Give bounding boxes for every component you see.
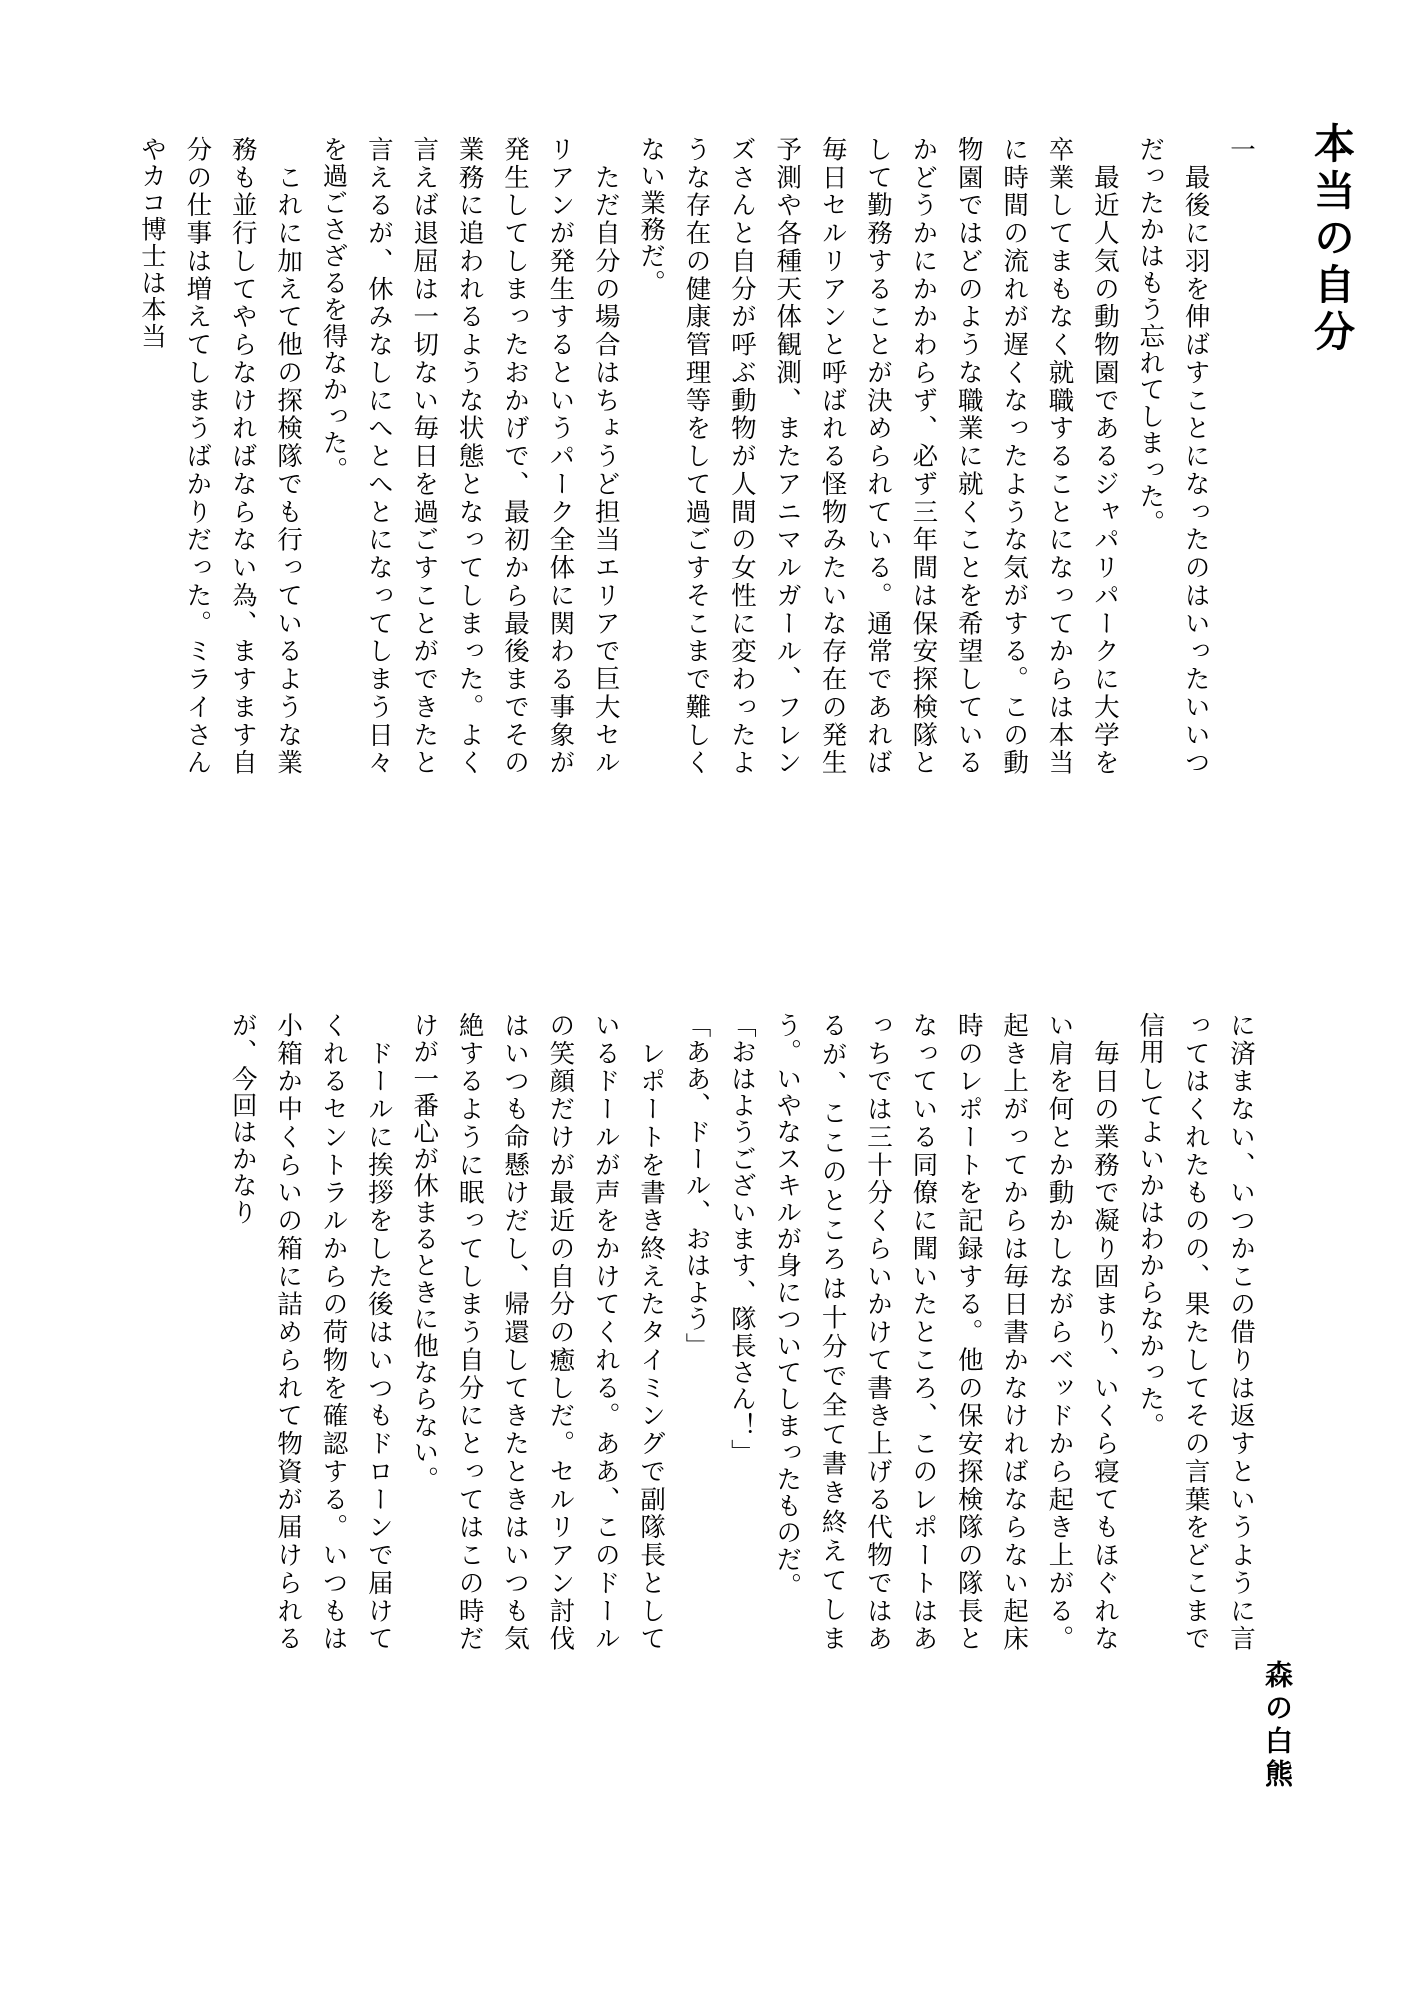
paragraph: 「おはようございます、隊長さん！」 — [726, 1012, 757, 1466]
paragraph: 最近人気の動物園であるジャパリパークに大学を卒業してまもなく就職することになってからは本当に時間の流れが遅くなったような気がする。この動物園ではどのような職業に就くことを希望しているかどうかにかかわらず、必ず三年間は保安探検隊として勤務することが決められている。通常であれば毎日セルリアンと呼ばれる怪物みたいな存在の発生予測や各種天体観測、またアニマルガール、フレンズさんと自分が呼ぶ動物が人間の女性に変わったような存在の健康管理等をして過ごすそこまで難しくない業務だ。 — [636, 136, 1120, 776]
author-name: 森の白熊 — [1261, 1660, 1294, 1792]
paragraph: これに加えて他の探検隊でも行っているような業務も並行してやらなければならない為、ますます自分の仕事は増えてしまうばかりだった。ミライさんやカコ博士は本当 — [137, 136, 304, 776]
paragraph: 「ああ、ドール、おはよう」 — [681, 1012, 712, 1360]
paragraph: に済まない、いつかこの借りは返すというように言ってはくれたものの、果たしてその言葉をどこまで信用してよいかはわからなかった。 — [1135, 1012, 1256, 1652]
title-block — [1307, 122, 1355, 422]
body-text-upper — [137, 136, 1263, 776]
paragraph: ドールに挨拶をした後はいつもドローンで届けてくれるセントラルからの荷物を確認する。いつもは小箱か中くらいの箱に詰められて物資が届けられるが、今回はかなり — [227, 1012, 394, 1652]
paragraph: レポートを書き終えたタイミングで副隊長としているドールが声をかけてくれる。ああ、このドールの笑顔だけが最近の自分の癒しだ。セルリアン討伐はいつも命懸けだし、帰還してきたときはいつも気絶するように眠ってしまう自分にとってはこの時だけが一番心が休まるときに他ならない。 — [409, 1012, 667, 1652]
paragraph: ただ自分の場合はちょうど担当エリアで巨大セルリアンが発生するというパーク全体に関わる事象が発生してしまったおかげで、最初から最後までその業務に追われるような状態となってしまった。よく言えば退屈は一切ない毎日を過ごすことができたと言えるが、休みなしにへとへとになってしまう日々を過ごさざるを得なかった。 — [318, 136, 621, 776]
section-number: 一 — [1226, 136, 1256, 163]
page-title: 本当の自分 — [1307, 122, 1355, 357]
author-block — [1261, 1660, 1294, 1920]
paragraph: 最後に羽を伸ばすことになったのはいったいいつだったかはもう忘れてしまった。 — [1135, 136, 1211, 776]
body-text-lower — [175, 1012, 1263, 1652]
paragraph: 毎日の業務で凝り固まり、いくら寝てもほぐれない肩を何とか動かしながらベッドから起き上がる。起き上がってからは毎日書かなければならない起床時のレポートを記録する。他の保安探検隊の隊長となっている同僚に聞いたところ、このレポートはあっちでは三十分くらいかけて書き上げる代物ではあるが、ここのところは十分で全て書き終えてしまう。いやなスキルが身についてしまったものだ。 — [772, 1012, 1120, 1652]
